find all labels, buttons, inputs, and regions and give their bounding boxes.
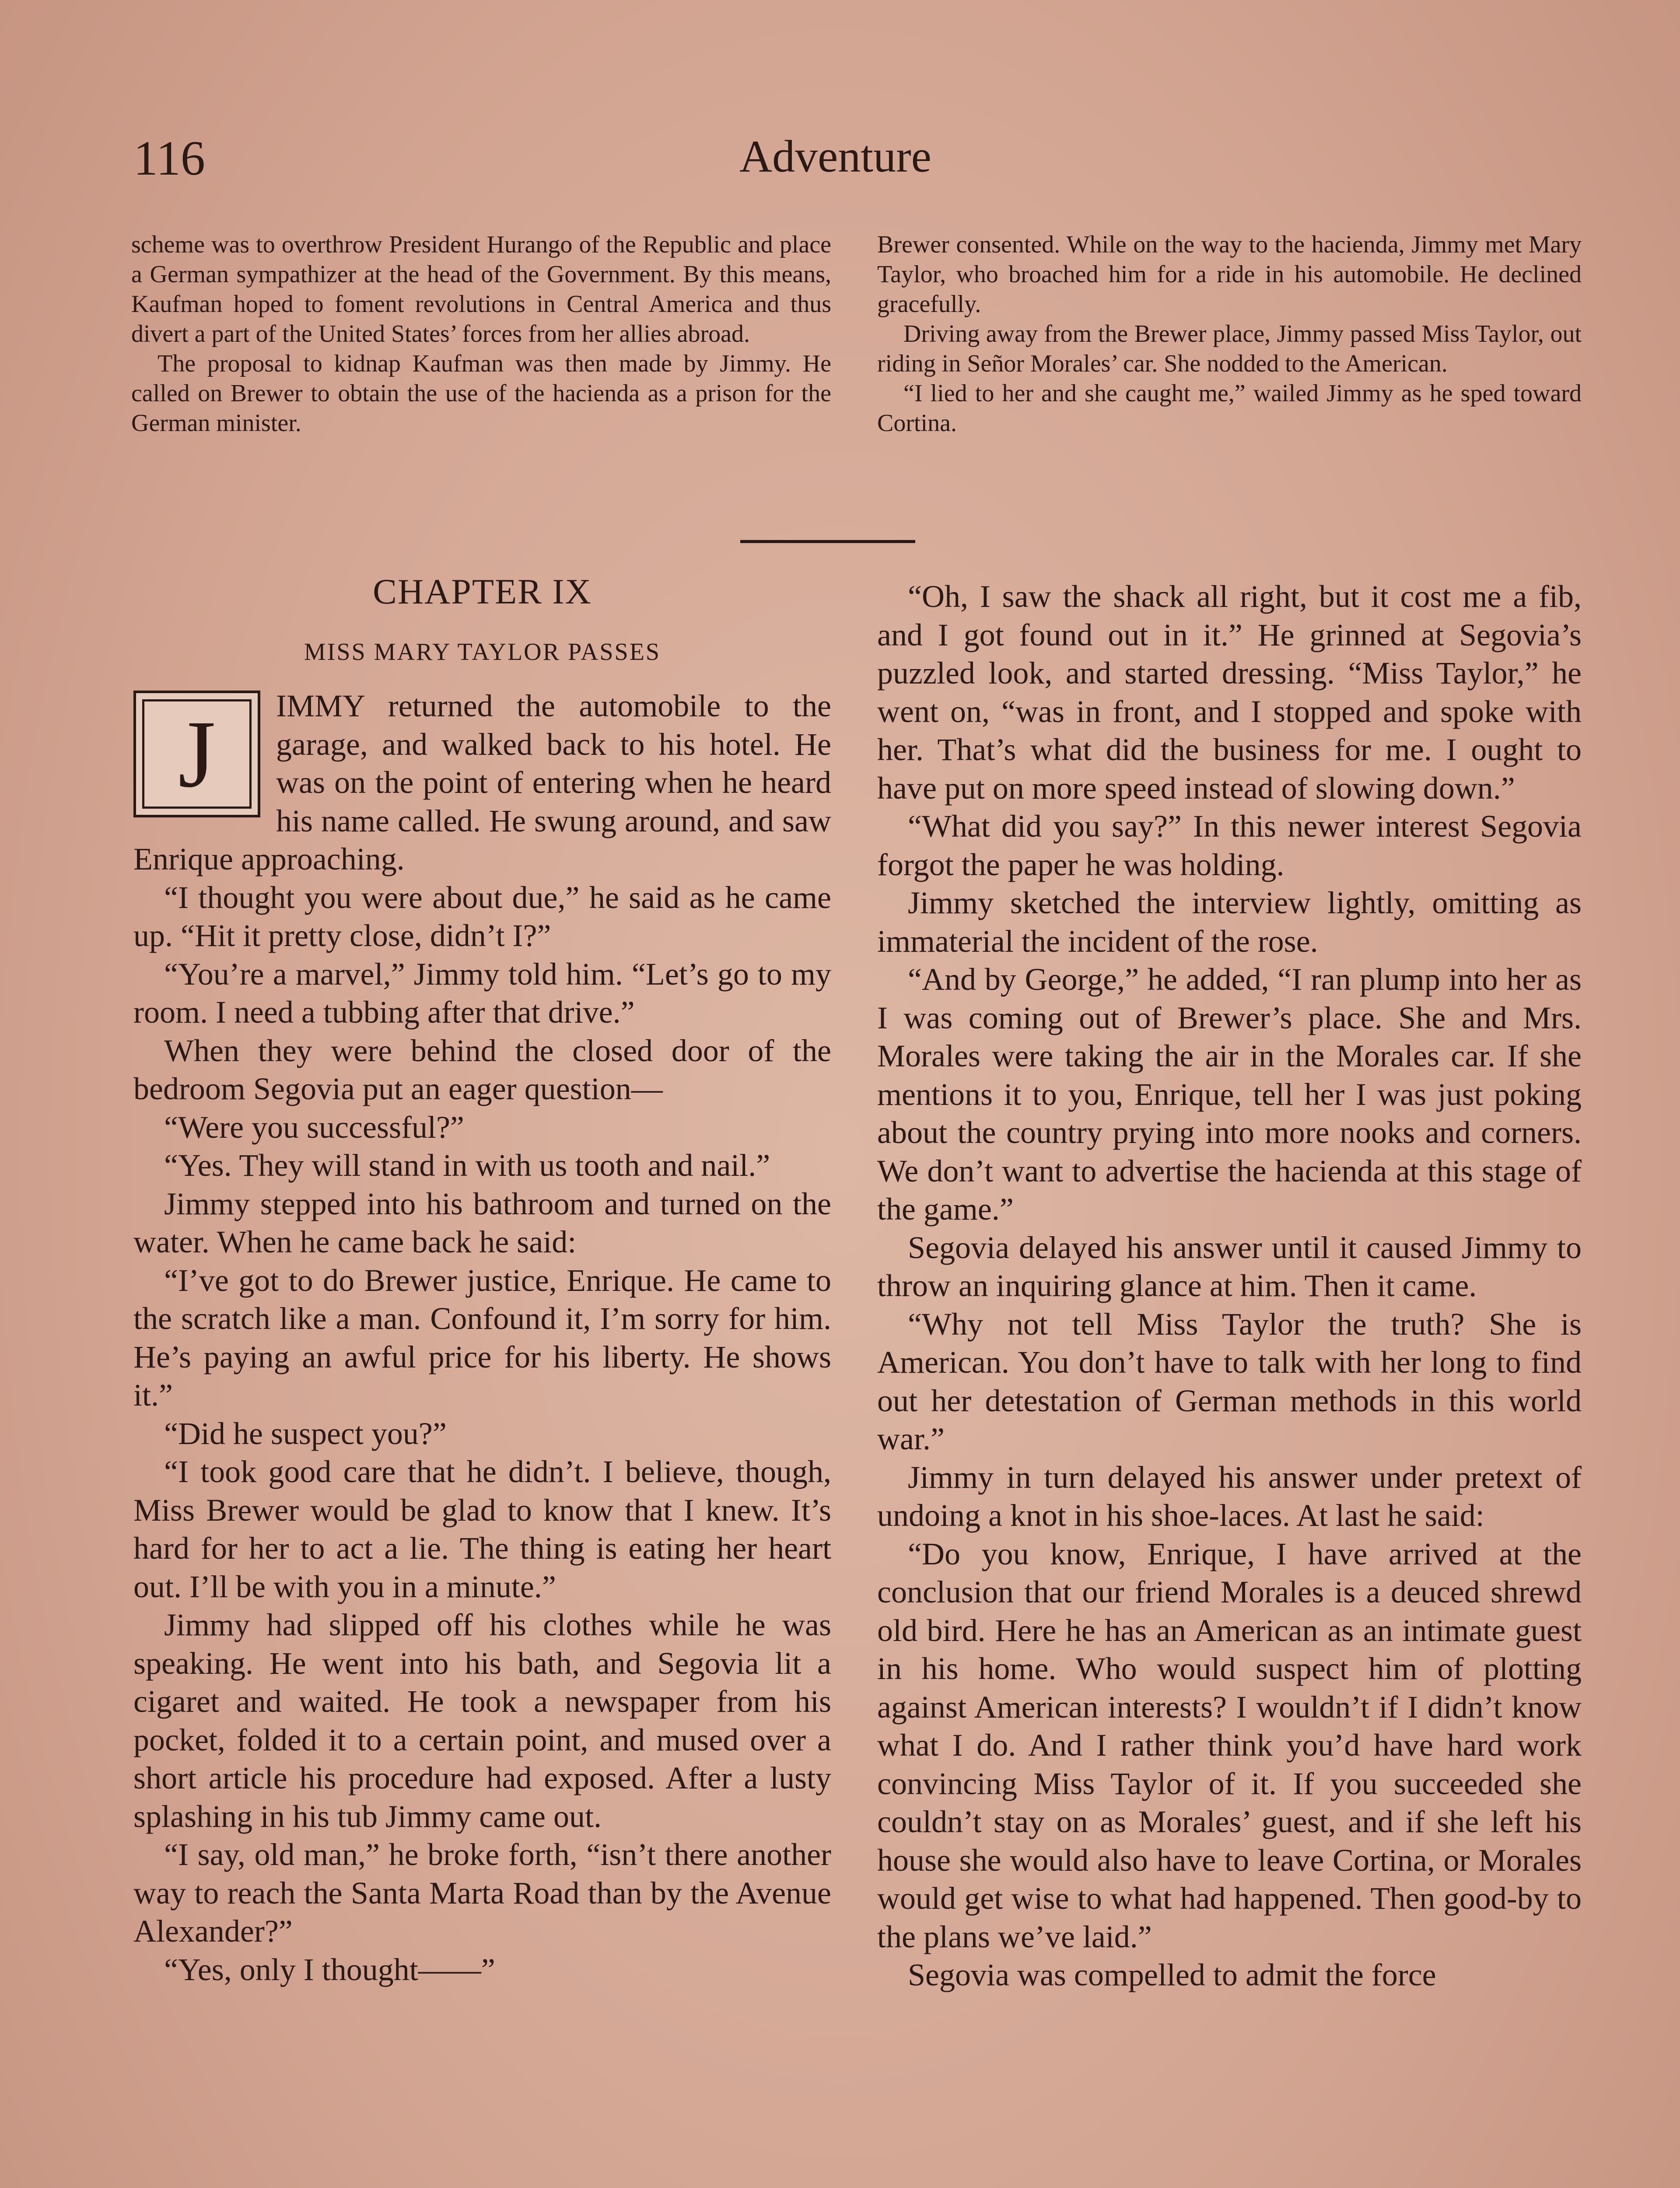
chapter-title: CHAPTER IX bbox=[373, 572, 592, 611]
body-paragraph: “Yes, only I thought——” bbox=[164, 1952, 495, 1987]
body-paragraph: “I say, old man,” he broke forth, “isn’t there another way to reach the Santa Marta Road than by the Avenue Alexander?” bbox=[133, 1837, 831, 1949]
body-right-column bbox=[877, 578, 1582, 1995]
body-paragraph: “Oh, I saw the shack all right, but it cost me a fib, and I got found out in it.” He grinned at Segovia’s puzzled look, and started dressing. “Miss Taylor,” he went on, “was in front, and I stopped and spoke with her. That’s what did the business for me. I ought to have put on more speed instead of slowing down.” bbox=[877, 579, 1582, 806]
synopsis-right-column bbox=[877, 230, 1582, 438]
chapter-subtitle: MISS MARY TAYLOR PASSES bbox=[304, 638, 661, 666]
body-paragraph: Segovia delayed his answer until it caused Jimmy to throw an inquiring glance at him. Then it came. bbox=[877, 1230, 1582, 1303]
synopsis-left-column bbox=[131, 230, 831, 438]
opening-paragraph: IMMY returned the automobile to the garage, and walked back to his hotel. He was on the point of entering when he heard his name called. He swung around, and saw Enrique approaching. bbox=[133, 688, 831, 877]
body-paragraph: “I thought you were about due,” he said as he came up. “Hit it pretty close, didn’t I?” bbox=[133, 880, 831, 953]
body-paragraph: “I’ve got to do Brewer justice, Enrique. He came to the scratch like a man. Confound it, I’m sorry for him. He’s paying an awful price for his liberty. He shows it.” bbox=[133, 1262, 831, 1413]
synopsis-paragraph: scheme was to overthrow President Hurango of the Republic and place a German sympathizer at the head of the Government. By this means, Kaufman hoped to foment revolutions in Central America and thus divert a part of the United States’ forces from her allies abroad. bbox=[131, 231, 831, 347]
body-paragraph: Jimmy sketched the interview lightly, omitting as immaterial the incident of the rose. bbox=[877, 885, 1582, 959]
synopsis-paragraph: Driving away from the Brewer place, Jimmy passed Miss Taylor, out riding in Señor Morales’ car. She nodded to the American. bbox=[877, 320, 1582, 377]
body-paragraph: “You’re a marvel,” Jimmy told him. “Let’s go to my room. I need a tubbing after that drive.” bbox=[133, 956, 831, 1030]
body-paragraph: Jimmy stepped into his bathroom and turned on the water. When he came back he said: bbox=[133, 1186, 831, 1259]
drop-cap-frame bbox=[142, 699, 252, 809]
body-paragraph: When they were behind the closed door of the bedroom Segovia put an eager question— bbox=[133, 1033, 831, 1106]
synopsis-paragraph: The proposal to kidnap Kaufman was then made by Jimmy. He called on Brewer to obtain the use of the hacienda as a prison for the German minister. bbox=[131, 350, 831, 437]
drop-cap-letter: J bbox=[178, 701, 216, 807]
body-left-column bbox=[133, 687, 831, 1989]
magazine-title: Adventure bbox=[739, 131, 931, 182]
body-paragraph: Jimmy had slipped off his clothes while he was speaking. He went into his bath, and Segovia lit a cigaret and waited. He took a newspaper from his pocket, folded it to a certain point, and mused over a short article his procedure had exposed. After a lusty splashing in his tub Jimmy came out. bbox=[133, 1607, 831, 1834]
body-paragraph: “Did he suspect you?” bbox=[164, 1416, 447, 1451]
body-paragraph: Segovia was compelled to admit the force bbox=[908, 1957, 1436, 1992]
drop-cap bbox=[133, 691, 260, 817]
body-paragraph: “Do you know, Enrique, I have arrived at the conclusion that our friend Morales is a deuced shrewd old bird. Here he has an American as an intimate guest in his home. Who would suspect him of plotting against American interests? I wouldn’t if I didn’t know what I do. And I rather think you’d have hard work convincing Miss Taylor of it. If you succeeded she couldn’t stay on as Morales’ guest, and if she left his house she would also have to leave Cortina, or Morales would get wise to what had happened. Then good-by to the plans we’ve laid.” bbox=[877, 1536, 1582, 1954]
page-number: 116 bbox=[133, 131, 205, 186]
section-divider bbox=[740, 540, 915, 543]
body-paragraph: “I took good care that he didn’t. I believe, though, Miss Brewer would be glad to know that I knew. It’s hard for her to act a lie. The thing is eating her heart out. I’ll be with you in a minute.” bbox=[133, 1454, 831, 1604]
body-paragraph: Jimmy in turn delayed his answer under pretext of undoing a knot in his shoe-laces. At last he said: bbox=[877, 1459, 1582, 1533]
body-paragraph: “Yes. They will stand in with us tooth and nail.” bbox=[164, 1148, 770, 1183]
body-paragraph: “Why not tell Miss Taylor the truth? She is American. You don’t have to talk with her long to find out her detestation of German methods in this world war.” bbox=[877, 1306, 1582, 1456]
synopsis-paragraph: “I lied to her and she caught me,” wailed Jimmy as he sped toward Cortina. bbox=[877, 380, 1582, 437]
body-paragraph: “Were you successful?” bbox=[164, 1109, 464, 1145]
body-paragraph: “And by George,” he added, “I ran plump into her as I was coming out of Brewer’s place. She and Mrs. Morales were taking the air in the Morales car. If she mentions it to you, Enrique, tell her I was just poking about the country prying into more nooks and corners. We don’t want to advertise the hacienda at this stage of the game.” bbox=[877, 962, 1582, 1227]
body-paragraph: “What did you say?” In this newer interest Segovia forgot the paper he was holding. bbox=[877, 809, 1582, 882]
synopsis-paragraph: Brewer consented. While on the way to the hacienda, Jimmy met Mary Taylor, who broached him for a ride in his automobile. He declined gracefully. bbox=[877, 231, 1582, 318]
